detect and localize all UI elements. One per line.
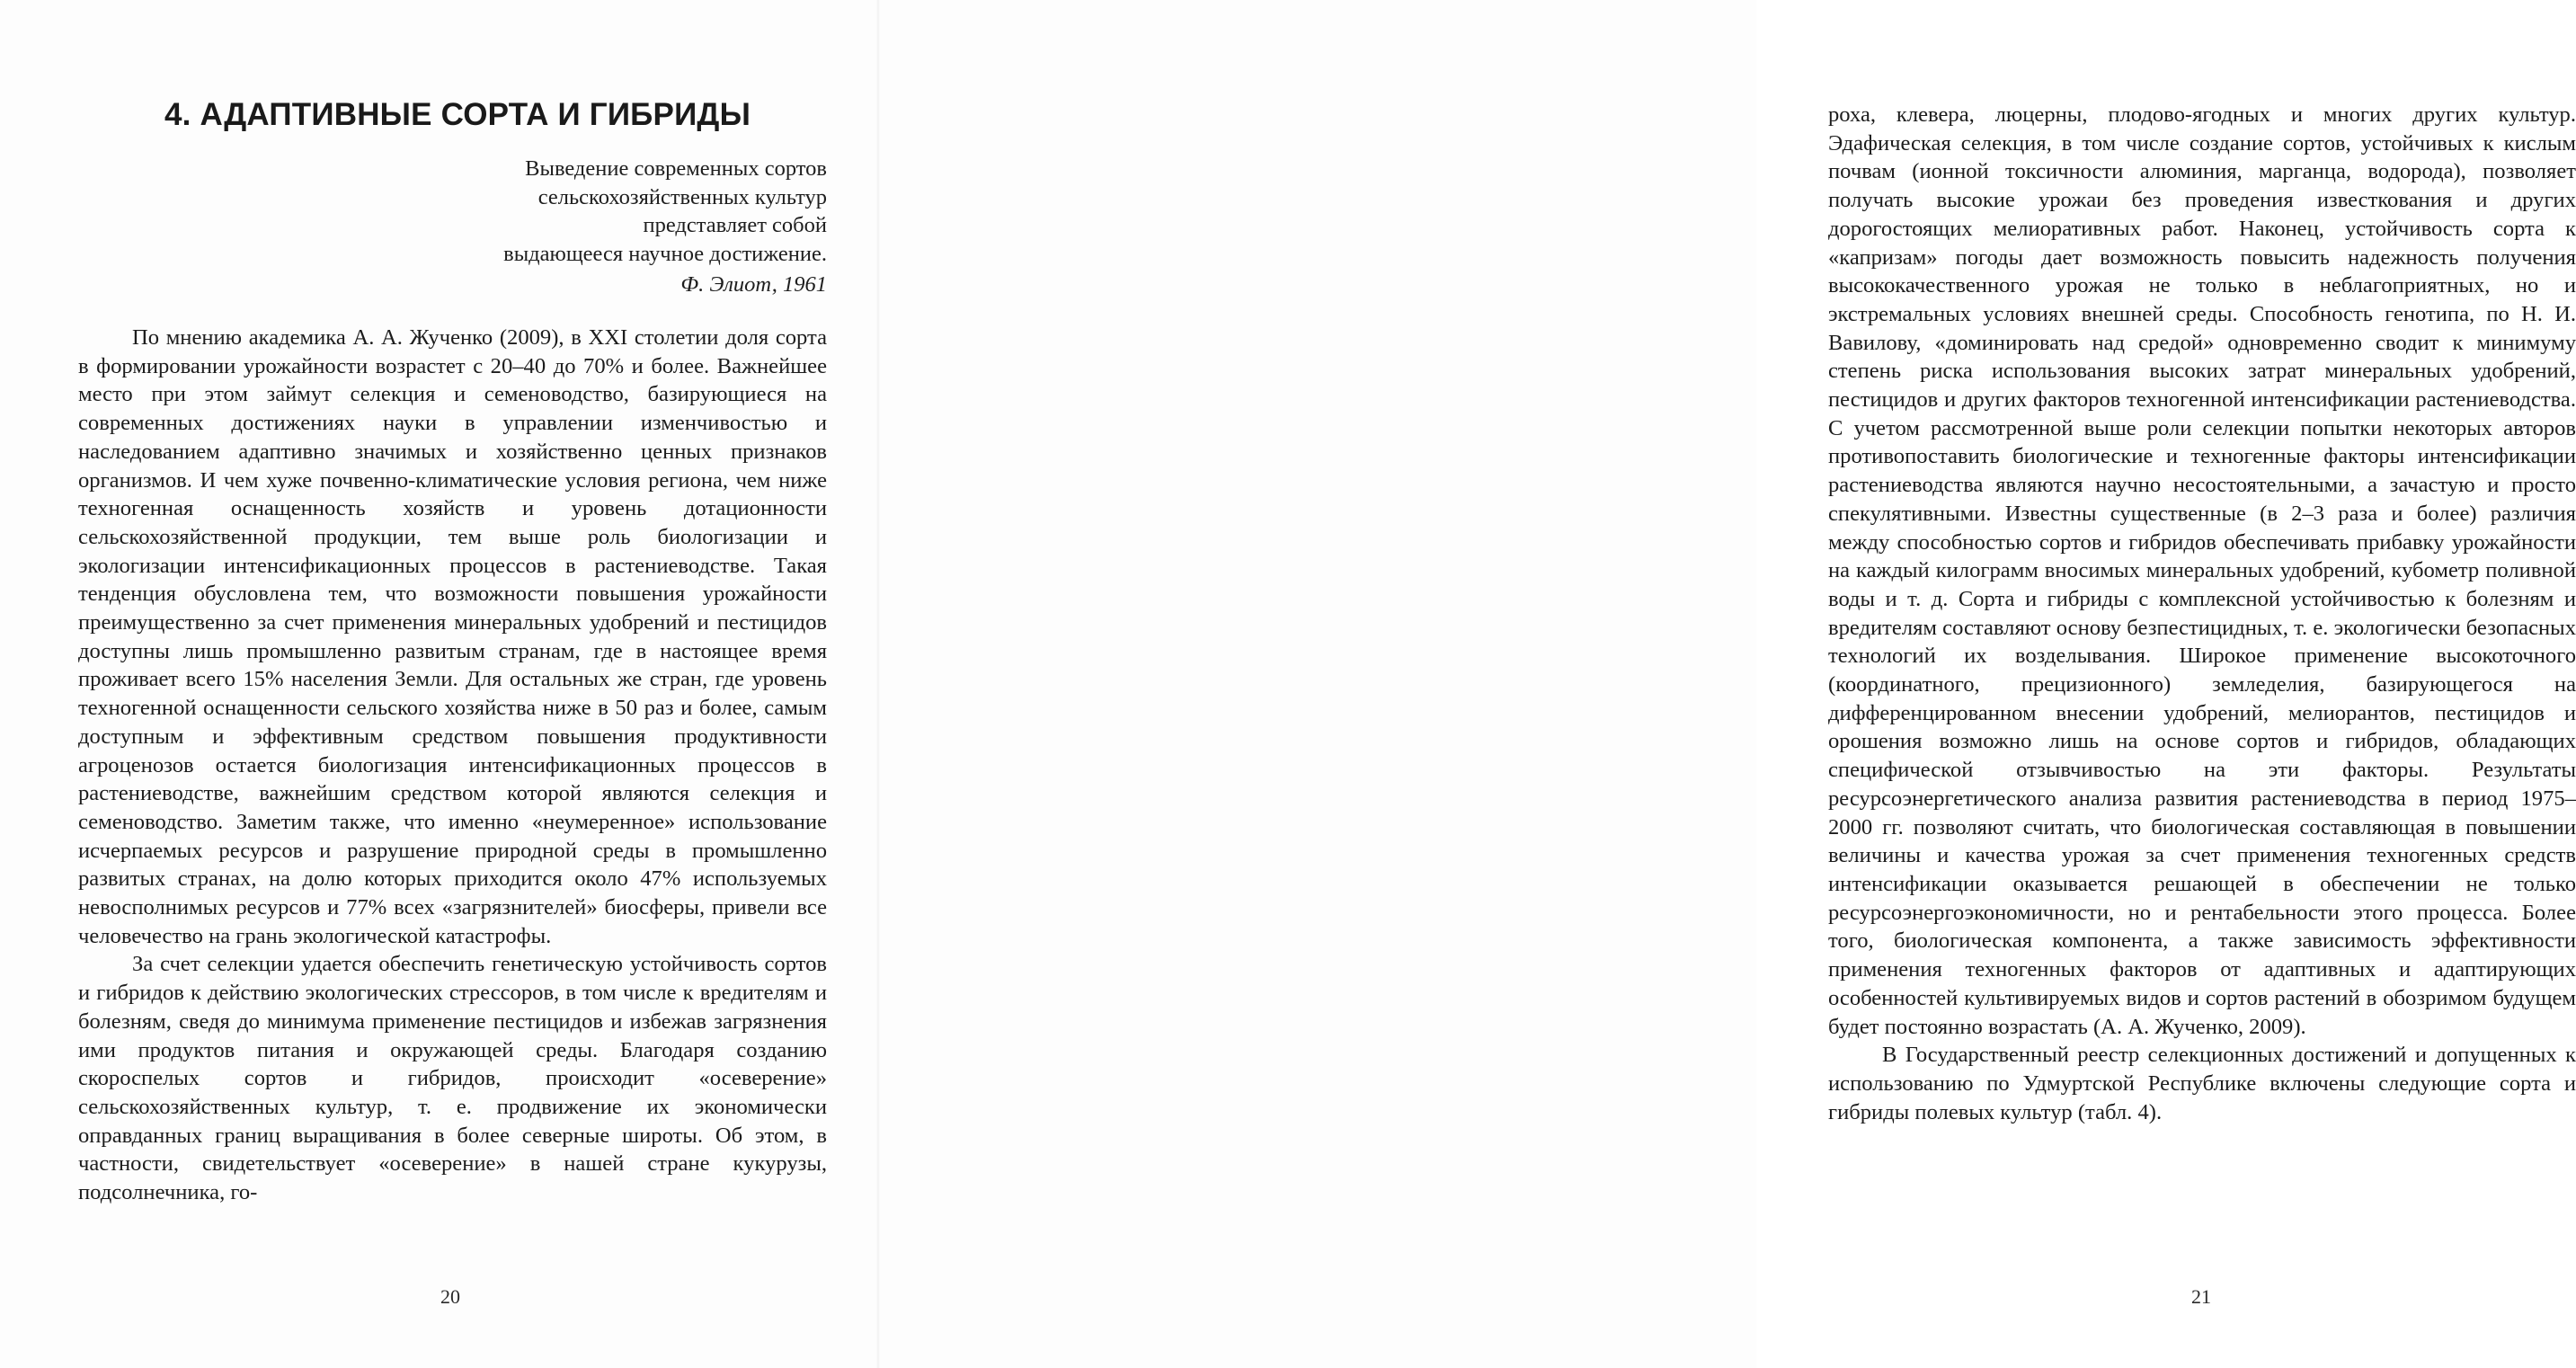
- paragraph: В Государственный реестр селекционных достижений и допущенных к использованию по Удмуртской Республике включены следующие сорта и гибриды полевых культур (табл. 4).: [1828, 1043, 2576, 1124]
- paragraph: роха, клевера, люцерны, плодово-ягодных и многих других культур. Эдафическая селекция, в том числе создание сортов, устойчивых к кислым почвам (ионной токсичности алюминия, марганца, водорода), позволяет получать высокие урожаи без проведения известкования и других дорогостоящих мелиоративных работ. Наконец, устойчивость сорта к «капризам» погоды дает возможность повысить надежность получения высококачественного урожая не только в неблагоприятных, но и экстремальных условиях внешней среды. Способность генотипа, по Н. И. Вавилову, «доминировать над средой» одновременно сводит к минимуму степень риска использования высоких затрат минеральных удобрений, пестицидов и других факторов техногенной интенсификации растениеводства. С учетом рассмотренной выше роли селекции попытки некоторых авторов противопоставить биологические и техногенные факторы интенсификации растениеводства являются научно несостоятельными, а зачастую и просто спекулятивными. Известны существенные (в 2–3 раза и более) различия между способностью сортов и гибридов обеспечивать прибавку урожайности на каждый килограмм вносимых минеральных удобрений, кубометр поливной воды и т. д. Сорта и гибриды с комплексной устойчивостью к болезням и вредителям составляют основу безпестицидных, т. е. экологически безопасных технологий их возделывания. Широкое применение высокоточного (координатного, прецизионного) земледелия, базирующегося на дифференцированном внесении удобрений, мелиорантов, пестицидов и орошения возможно лишь на основе сортов и гибридов, обладающих специфической отзывчивостью на эти факторы. Результаты ресурсоэнергетического анализа развития растениеводства в период 1975–2000 гг. позволяют считать, что биологическая составляющая в повышении величины и качества урожая за счет применения техногенных средств интенсификации оказывается решающей в обеспечении не только ресурсоэнергоэкономичности, но и рентабельности этого процесса. Более того, биологическая компонента, а также зависимость эффективности применения техногенных факторов от адаптивных и адаптирующих особенностей культивируемых видов и сортов растений в обозримом будущем будет постоянно возрастать (А. А. Жученко, 2009).: [1828, 102, 2576, 1039]
- epigraph-line: Выведение современных сортов: [525, 156, 827, 181]
- page-number: 21: [2191, 1285, 2211, 1308]
- chapter-title: 4. АДАПТИВНЫЕ СОРТА И ГИБРИДЫ: [164, 97, 751, 132]
- left-page-body: [78, 324, 827, 1207]
- epigraph-line: сельскохозяйственных культур: [537, 184, 827, 209]
- right-page-body: [1828, 101, 2576, 1126]
- epigraph-line: представляет собой: [643, 213, 827, 237]
- page-number: 20: [440, 1285, 460, 1308]
- epigraph: [395, 155, 827, 299]
- epigraph-author: Ф. Элиот, 1961: [680, 272, 827, 297]
- right-page: [878, 0, 2576, 1368]
- paragraph: За счет селекции удается обеспечить генетическую устойчивость сортов и гибридов к действию экологических стрессоров, в том числе к вредителям и болезням, сведя до минимума применение пестицидов и избежав загрязнения ими продуктов питания и окружающей среды. Благодаря созданию скороспелых сортов и гибридов, происходит «осеверение» сельскохозяйственных культур, т. е. продвижение их экономически оправданных границ выращивания в более северные широты. Об этом, в частности, свидетельствует «осеверение» в нашей стране кукурузы, подсолнечника, го-: [78, 952, 827, 1205]
- paragraph: По мнению академика А. А. Жученко (2009), в XXI столетии доля сорта в формировании урожайности возрастет с 20–40 до 70% и более. Важнейшее место при этом займут селекция и семеноводство, базирующиеся на современных достижениях науки в управлении изменчивостью и наследованием адаптивно значимых и хозяйственно ценных признаков организмов. И чем хуже почвенно-климатические условия региона, чем ниже техногенная оснащенность хозяйств и уровень дотационности сельскохозяйственной продукции, тем выше роль биологизации и экологизации интенсификационных процессов в растениеводстве. Такая тенденция обусловлена тем, что возможности повышения урожайности преимущественно за счет применения минеральных удобрений и пестицидов доступны лишь промышленно развитым странам, где в настоящее время проживает всего 15% населения Земли. Для остальных же стран, где уровень техногенной оснащенности сельского хозяйства ниже в 50 раз и более, самым доступным и эффективным средством повышения продуктивности агроценозов остается биологизация интенсификационных процессов в растениеводстве, важнейшим средством которой являются селекция и семеноводство. Заметим также, что именно «неумеренное» использование исчерпаемых ресурсов и разрушение природной среды в промышленно развитых странах, на долю которых приходится около 47% используемых невосполнимых ресурсов и 77% всех «загрязнителей» биосферы, привели все человечество на грань экологической катастрофы.: [78, 325, 827, 948]
- epigraph-line: выдающееся научное достижение.: [503, 241, 827, 266]
- left-page: [0, 0, 878, 1368]
